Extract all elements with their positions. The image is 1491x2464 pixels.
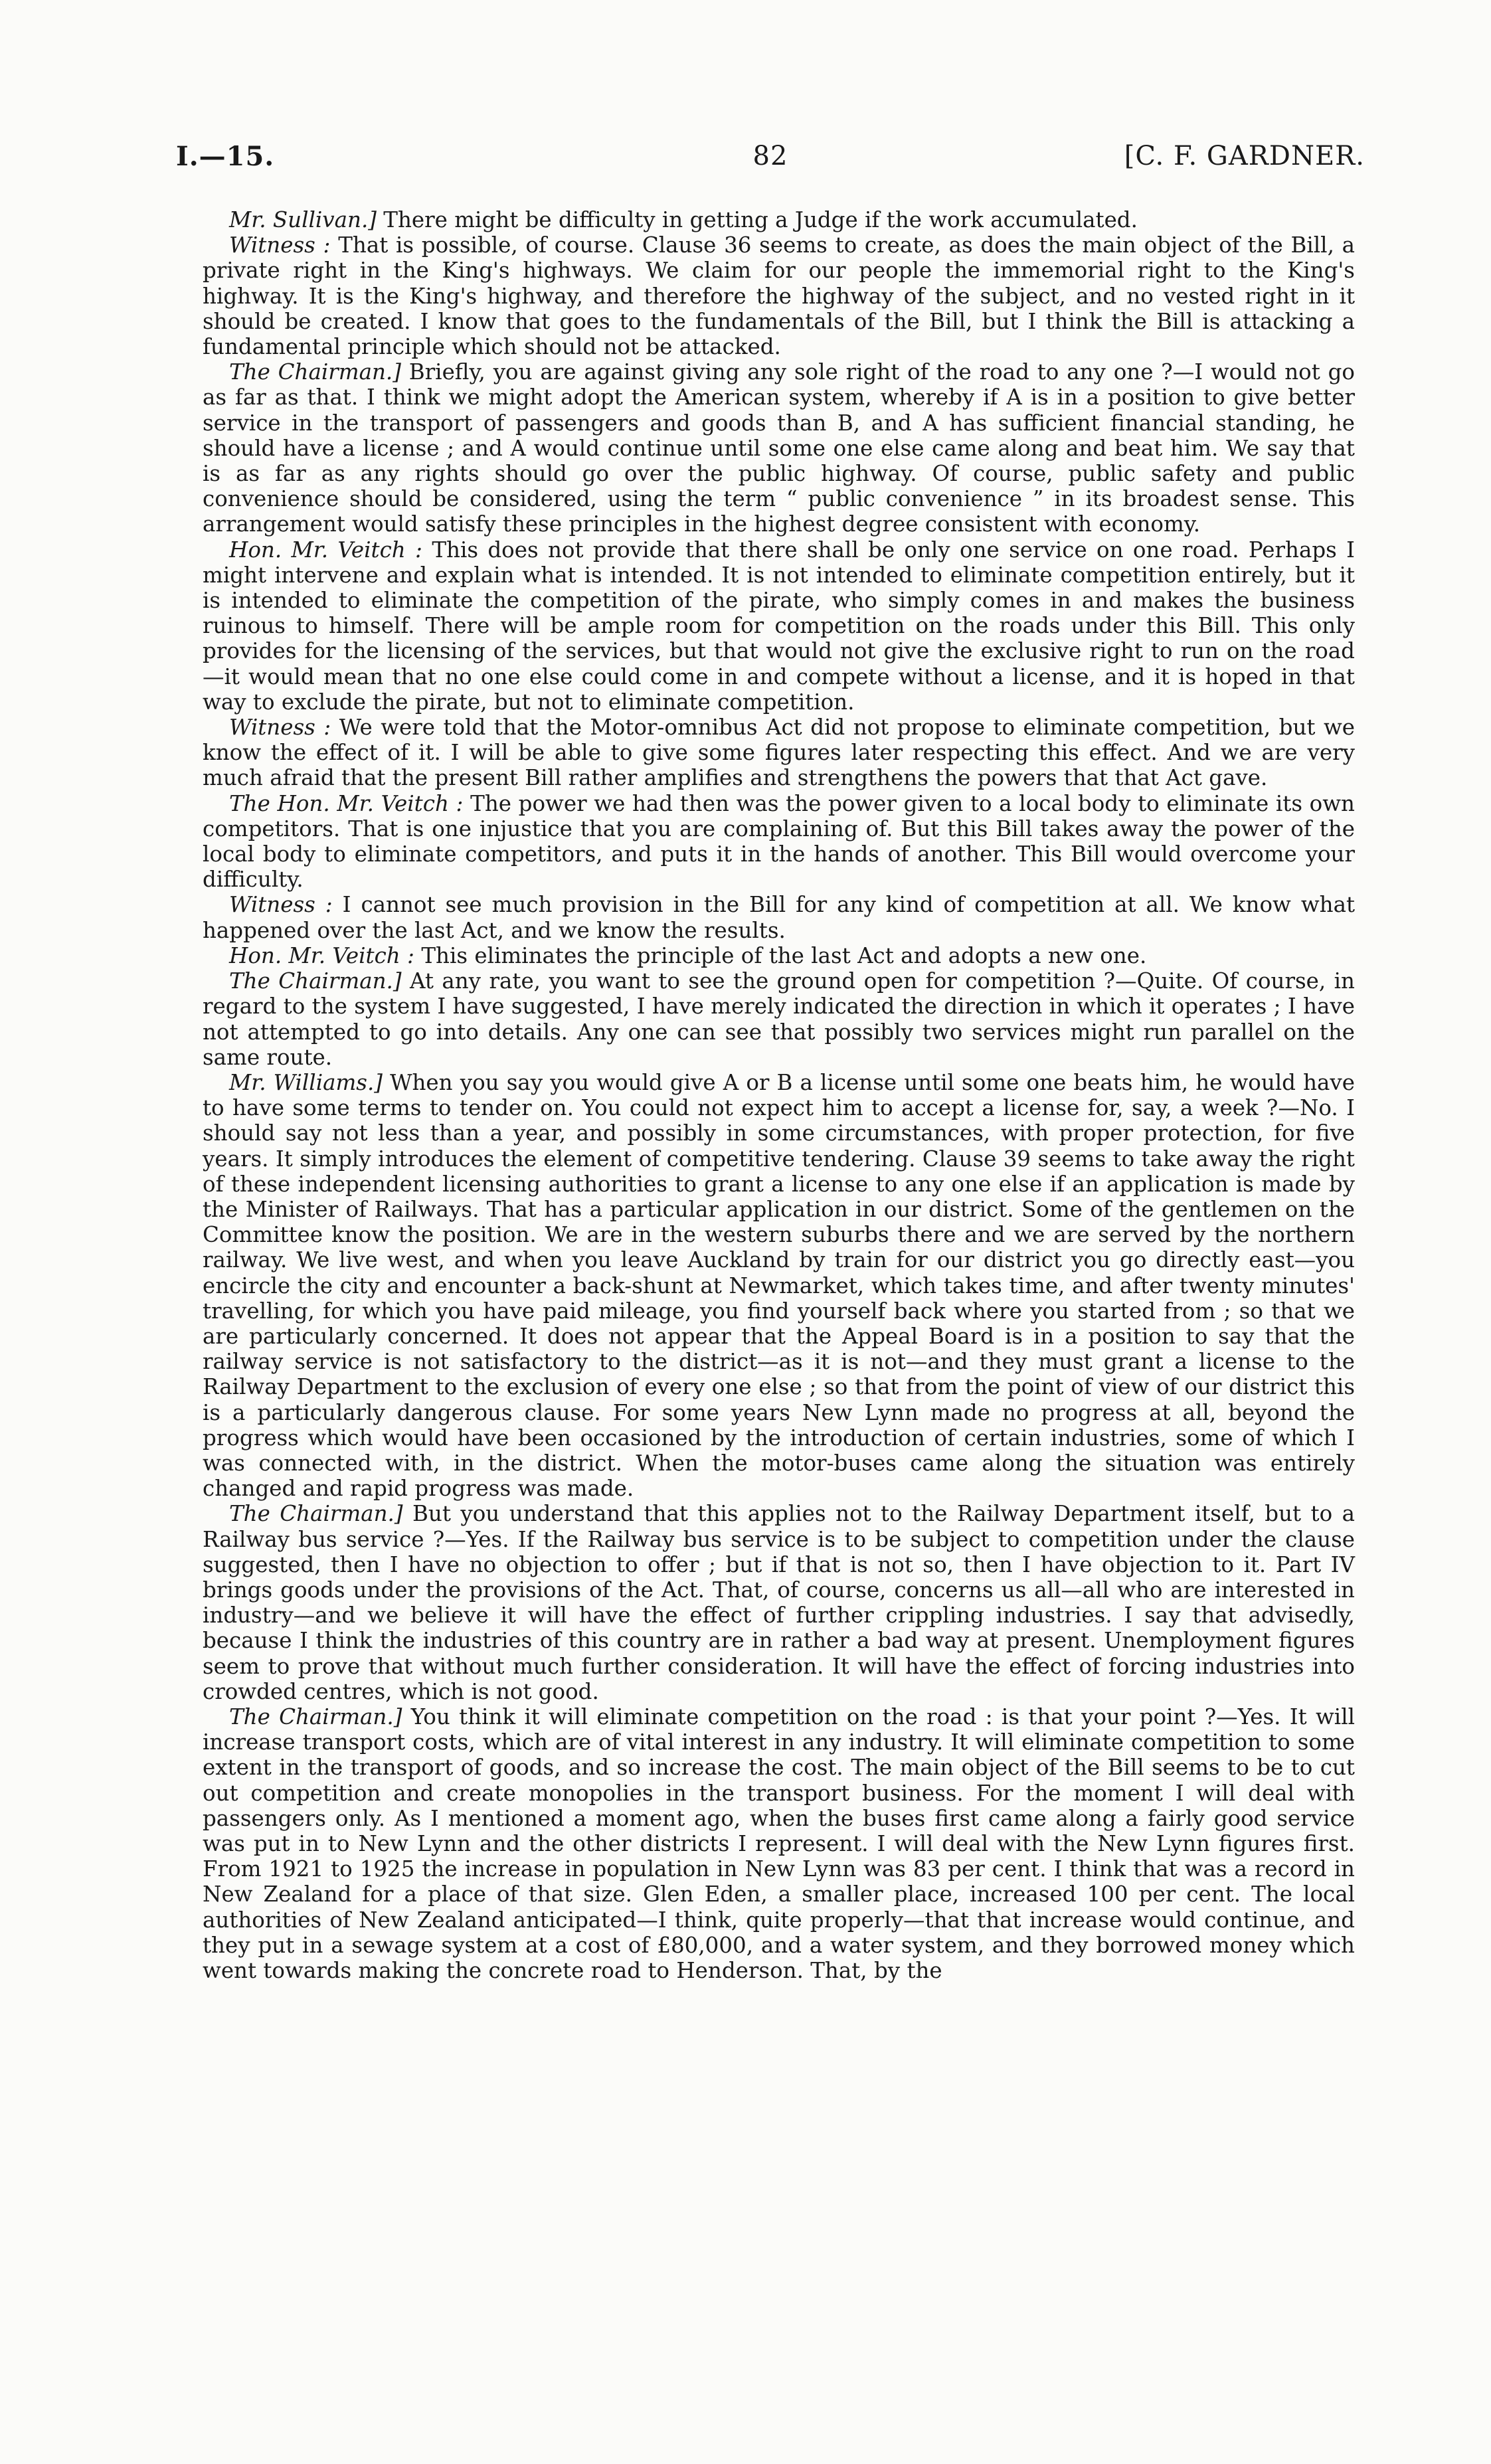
paragraph-text: That is possible, of course. Clause 36 seems to create, as does the main object of the Bill, a private right in the King's highways. We claim for our people the immemorial right to the King's highway. It is the King's highway, and therefore the highway of the subject, and no vested right in it should be created. I know that goes to the fundamentals of the Bill, but I think the Bill is attacking a fundamental principle which should not be attacked. <box>203 232 1355 360</box>
paragraph <box>203 892 1355 942</box>
paragraph <box>203 1070 1355 1501</box>
paragraph-text: There might be difficulty in getting a Judge if the work accumulated. <box>376 207 1138 232</box>
paragraph-text: This eliminates the principle of the last Act and adopts a new one. <box>414 942 1147 968</box>
speaker-label: The Chairman.] <box>229 1704 402 1729</box>
speaker-label: The Chairman.] <box>229 1501 403 1527</box>
speaker-label: The Chairman.] <box>229 968 402 994</box>
paragraph <box>203 232 1355 359</box>
paragraph <box>203 207 1355 232</box>
speaker-label: Mr. Williams.] <box>229 1069 383 1095</box>
speaker-label: Hon. Mr. Veitch : <box>229 537 422 563</box>
paragraph <box>203 791 1355 893</box>
paragraph <box>203 359 1355 537</box>
document-reference: I.—15. <box>176 141 275 172</box>
speaker-label: The Chairman.] <box>229 359 401 385</box>
paragraph-text: The power we had then was the power given to a local body to eliminate its own competitors. That is one injustice that you are complaining of. But this Bill takes away the power of the local body to eliminate competitors, and puts it in the hands of another. This Bill would overcome your difficulty. <box>203 790 1355 893</box>
speaker-label: Hon. Mr. Veitch : <box>229 942 414 968</box>
paragraph <box>203 537 1355 715</box>
witness-name: [C. F. GARDNER. <box>1124 141 1365 171</box>
paragraph-text: But you understand that this applies not to the Railway Department itself, but to a Railway bus service ?—Yes. If the Railway bus service is to be subject to competition under the clause suggested, then I have no objection to offer ; but if that is not so, then I have objection to it. Part IV brings goods under the provisions of the Act. That, of course, concerns us all—all who are interested in industry—and we believe it will have the effect of further crippling industries. I say that advisedly, because I think the industries of this country are in rather a bad way at present. Unemployment figures seem to prove that without much further consideration. It will have the effect of forcing industries into crowded centres, which is not good. <box>203 1501 1355 1704</box>
paragraph <box>203 943 1355 968</box>
paragraph-text: You think it will eliminate competition on the road : is that your point ?—Yes. It will increase transport costs, which are of vital interest in any industry. It will eliminate competition to some extent in the transport of goods, and so increase the cost. The main object of the Bill seems to be to cut out competition and create monopolies in the transport business. For the moment I will deal with passengers only. As I mentioned a moment ago, when the buses first came along a fairly good service was put in to New Lynn and the other districts I represent. I will deal with the New Lynn figures first. From 1921 to 1925 the increase in population in New Lynn was 83 per cent. I think that was a record in New Zealand for a place of that size. Glen Eden, a smaller place, increased 100 per cent. The local authorities of New Zealand anticipated—I think, quite properly—that that increase would continue, and they put in a sewage system at a cost of £80,000, and a water system, and they borrowed money which went towards making the concrete road to Henderson. That, by the <box>203 1704 1355 1984</box>
paragraph-text: We were told that the Motor-omnibus Act did not propose to eliminate competition, but we know the effect of it. I will be able to give some figures later respecting this effect. And we are very much afraid that the present Bill rather amplifies and strengthens the powers that that Act gave. <box>203 715 1355 791</box>
paragraph <box>203 1501 1355 1704</box>
paragraph-text: At any rate, you want to see the ground open for competition ?—Quite. Of course, in regard to the system I have suggested, I have merely indicated the direction in which it operates ; I have not attempted to go into details. Any one can see that possibly two services might run parallel on the same route. <box>203 968 1355 1070</box>
paragraph-text: I cannot see much provision in the Bill for any kind of competition at all. We know what happened over the last Act, and we know the results. <box>203 892 1355 943</box>
paragraph-text: This does not provide that there shall be only one service on one road. Perhaps I might intervene and explain what is intended. It is not intended to eliminate competition entirely, but it is intended to eliminate the competition of the pirate, who simply comes in and makes the business ruinous to himself. There will be ample room for competition on the roads under this Bill. This only provides for the licensing of the services, but that would not give the exclusive right to run on the road—it would mean that no one else could come in and compete without a license, and it is hoped in that way to exclude the pirate, but not to eliminate competition. <box>203 537 1355 715</box>
paragraph <box>203 1704 1355 1983</box>
speaker-label: The Hon. Mr. Veitch : <box>229 790 464 816</box>
paragraph-text: Briefly, you are against giving any sole right of the road to any one ?—I would not go as far as that. I think we might adopt the American system, whereby if A is in a position to give better service in the transport of passengers and goods than B, and A has sufficient financial standing, he should have a license ; and A would continue until some one else came along and beat him. We say that is as far as any rights should go over the public highway. Of course, public safety and public convenience should be considered, using the term “ public convenience ” in its broadest sense. This arrangement would satisfy these principles in the highest degree consistent with economy. <box>203 359 1355 537</box>
page-number: 82 <box>752 141 788 171</box>
paragraph <box>203 968 1355 1070</box>
speaker-label: Witness : <box>229 232 331 258</box>
page-header <box>176 141 1365 181</box>
speaker-label: Witness : <box>229 715 331 741</box>
paragraph <box>203 715 1355 791</box>
transcript-body <box>203 207 1355 1983</box>
speaker-label: Mr. Sullivan.] <box>229 207 377 232</box>
speaker-label: Witness : <box>229 892 333 918</box>
paragraph-text: When you say you would give A or B a license until some one beats him, he would have to have some terms to tender on. You could not expect him to accept a license for, say, a week ?—No. I should say not less than a year, and possibly in some circumstances, with proper protection, for five years. It simply introduces the element of competitive tendering. Clause 39 seems to take away the right of these independent licensing authorities to grant a license to any one else if an application is made by the Minister of Railways. That has a particular application in our district. Some of the gentlemen on the Committee know the position. We are in the western suburbs there and we are served by the northern railway. We live west, and when you leave Auckland by train for our district you go directly east—you encircle the city and encounter a back-shunt at Newmarket, which takes time, and after twenty minutes' travelling, for which you have paid mileage, you find yourself back where you started from ; so that we are particularly concerned. It does not appear that the Appeal Board is in a position to say that the railway service is not satisfactory to the district—as it is not—and they must grant a license to the Railway Department to the exclusion of every one else ; so that from the point of view of our district this is a particularly dangerous clause. For some years New Lynn made no progress at all, beyond the progress which would have been occasioned by the introduction of certain industries, some of which I was connected with, in the district. When the motor-buses came along the situation was entirely changed and rapid progress was made. <box>203 1069 1355 1502</box>
